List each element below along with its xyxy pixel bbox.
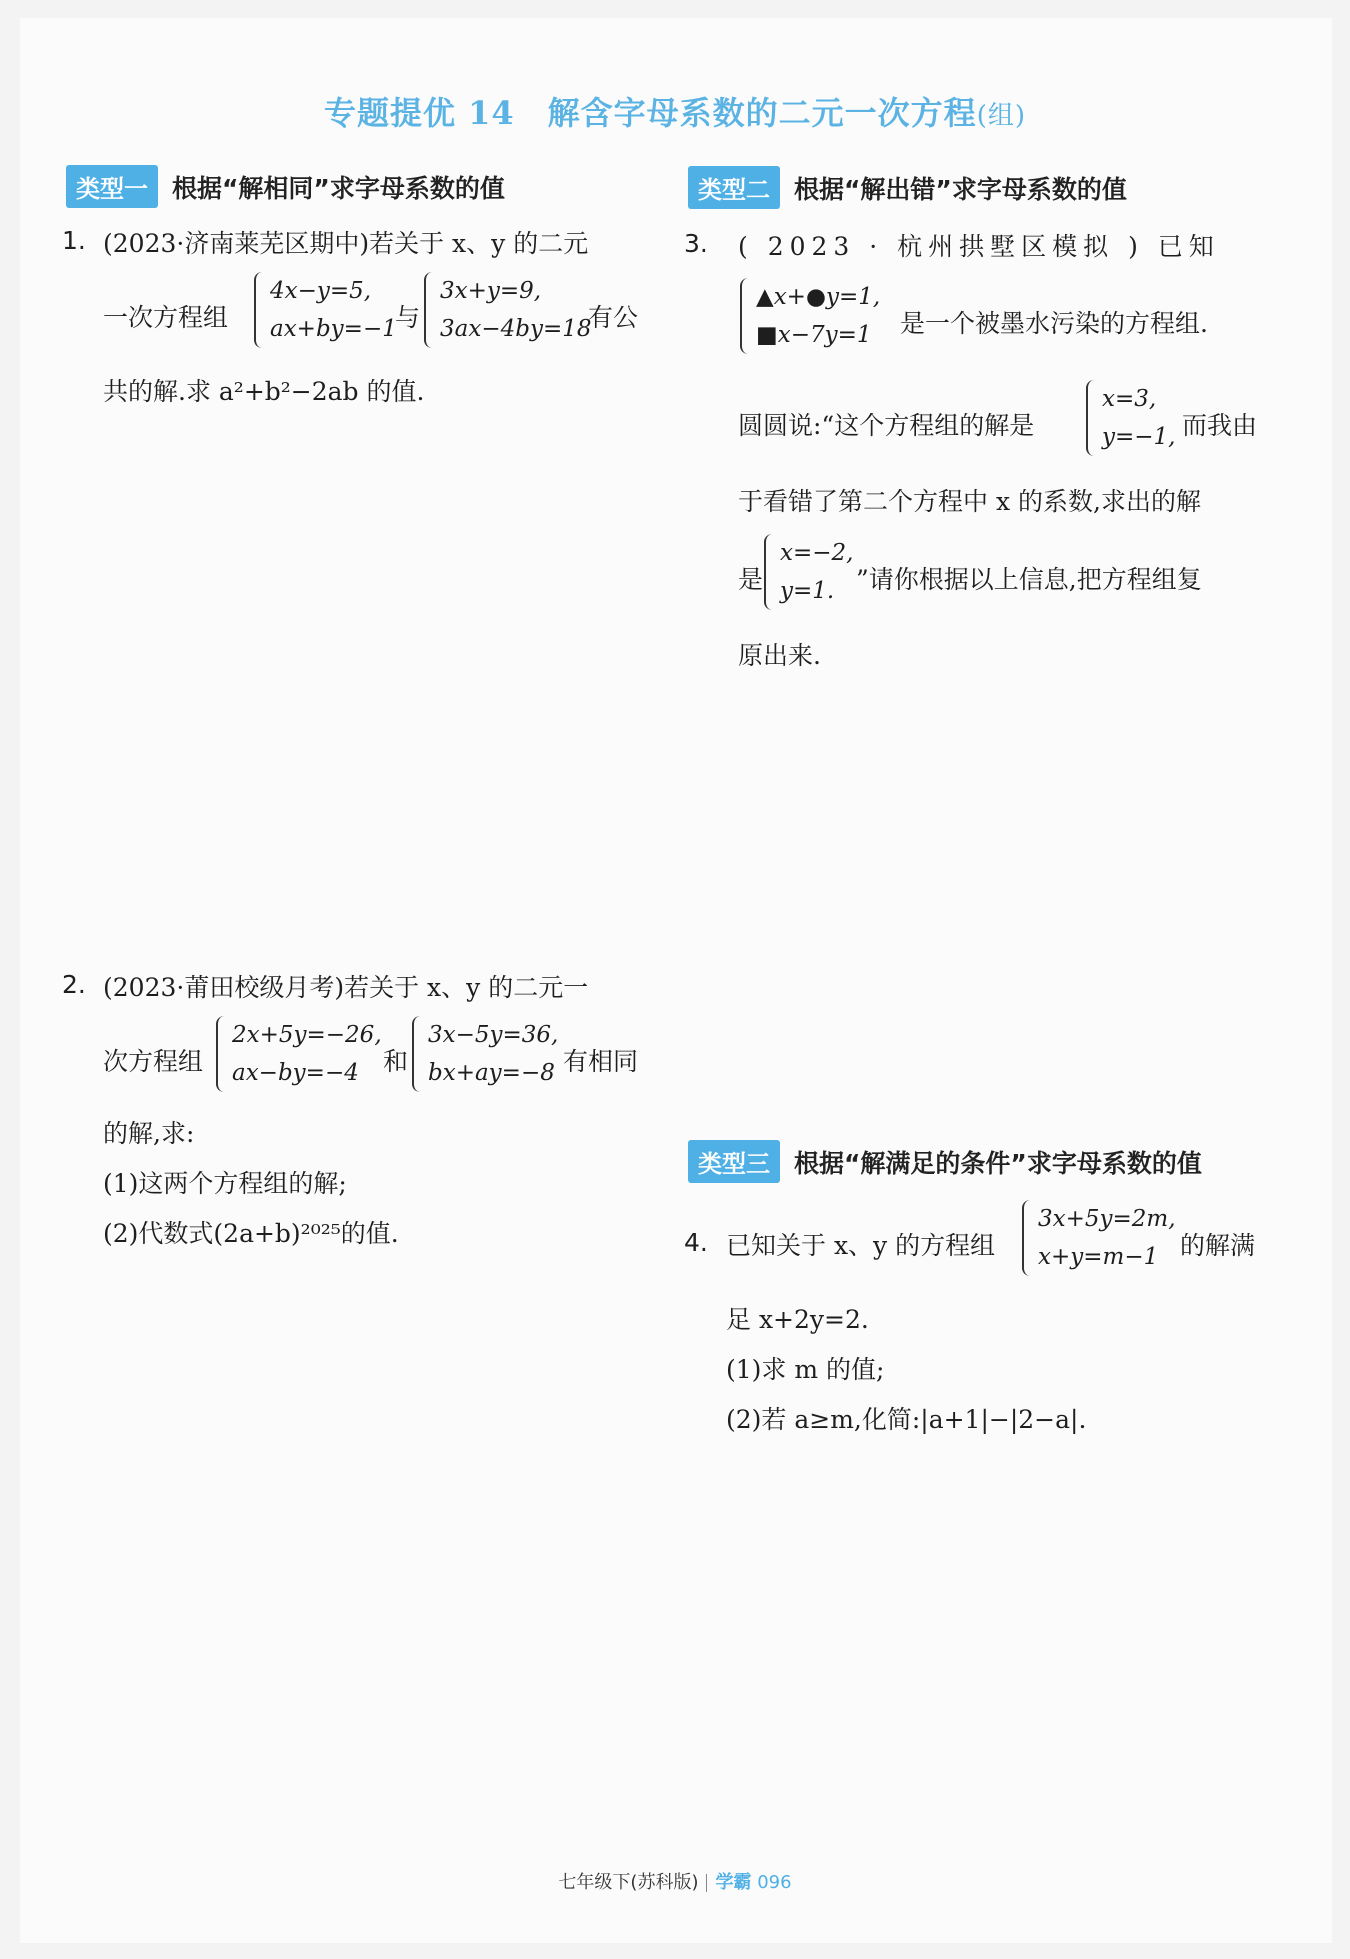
q4-post: 的解满 [1180,1231,1256,1260]
q2-post: 有相同 [563,1047,639,1076]
q2-mid: 和 [383,1047,409,1076]
q3-line1: ( 2023 · 杭州拱墅区模拟 ) 已知 [738,232,1220,261]
q1-system-b [424,272,591,348]
equation: ax+by=−1 [270,316,397,342]
brace-icon [1022,1200,1033,1276]
equation: bx+ay=−8 [428,1060,555,1086]
q2-system-b [412,1016,558,1092]
q2-part2: (2)代数式(2a+b)²⁰²⁵的值. [103,1219,399,1248]
page-title [0,88,1350,134]
equation: 3x+y=9, [440,278,542,304]
section-3-title: 根据“解满足的条件”求字母系数的值 [794,1148,1202,1178]
q3-line5-pre: 是 [738,565,764,594]
q3-line4: 于看错了第二个方程中 x 的系数,求出的解 [738,487,1201,516]
section-1-title: 根据“解相同”求字母系数的值 [172,173,505,203]
q2-number: 2. [62,970,86,999]
equation: ▲x+●y=1, [756,284,881,310]
equation: 3x−5y=36, [428,1022,559,1048]
q3-line3-pre: 圆圆说:“这个方程组的解是 [738,411,1035,440]
footer-brand: 学霸 [715,1872,752,1893]
section-3-header [688,1140,1202,1183]
equation: y=−1, [1102,424,1176,450]
footer-grade: 七年级下(苏科版) [558,1872,699,1893]
equation: ax−by=−4 [232,1060,359,1086]
q4-system [1022,1200,1176,1276]
section-3-badge: 类型三 [688,1140,780,1183]
equation: x+y=m−1 [1038,1244,1159,1270]
equation: 3ax−4by=18 [440,316,592,342]
equation: ■x−7y=1 [756,322,872,348]
brace-icon [740,278,751,354]
section-2-badge: 类型二 [688,166,780,209]
q4-pre: 已知关于 x、y 的方程组 [726,1231,996,1260]
q3-solution-1 [1086,380,1175,456]
q1-mid: 与 [395,303,421,332]
q4-part2: (2)若 a≥m,化简:|a+1|−|2−a|. [726,1405,1087,1434]
equation: 2x+5y=−26, [232,1022,382,1048]
q1-number: 1. [62,226,86,255]
brace-icon [764,534,775,610]
title-sub: (组) [976,101,1026,131]
q1-line3: 共的解.求 a²+b²−2ab 的值. [103,377,425,406]
section-2-title: 根据“解出错”求字母系数的值 [794,174,1127,204]
q1-system-a [254,272,397,348]
q1-pre: 一次方程组 [103,303,229,332]
equation: y=1. [780,578,835,604]
page-number: 096 [757,1872,792,1893]
equation: 4x−y=5, [270,278,372,304]
section-1-badge: 类型一 [66,165,158,208]
q3-line6: 原出来. [738,641,821,670]
q2-line1: (2023·莆田校级月考)若关于 x、y 的二元一 [103,973,589,1002]
q3-line3-post: 而我由 [1182,411,1258,440]
q2-system-a [216,1016,382,1092]
brace-icon [254,272,265,348]
q2-line3: 的解,求: [103,1119,195,1148]
q3-solution-2 [764,534,853,610]
equation: x=−2, [780,540,854,566]
brace-icon [412,1016,423,1092]
section-2-header [688,166,1127,209]
section-1-header [66,165,505,208]
q1-line1: (2023·济南莱芜区期中)若关于 x、y 的二元 [103,229,589,258]
q1-post: 有公 [588,303,639,332]
q4-number: 4. [684,1228,708,1257]
q4-part1: (1)求 m 的值; [726,1355,885,1384]
title-main: 专题提优 14 解含字母系数的二元一次方程 [324,94,977,132]
equation: 3x+5y=2m, [1038,1206,1176,1232]
q2-pre: 次方程组 [103,1047,204,1076]
equation: x=3, [1102,386,1157,412]
q3-system [740,278,880,354]
q4-line2: 足 x+2y=2. [726,1305,869,1334]
q2-part1: (1)这两个方程组的解; [103,1169,347,1198]
q3-number: 3. [684,229,708,258]
page-footer [0,1868,1350,1894]
brace-icon [424,272,435,348]
footer-divider [706,1874,707,1892]
q3-line2-post: 是一个被墨水污染的方程组. [900,309,1208,338]
brace-icon [1086,380,1097,456]
brace-icon [216,1016,227,1092]
q3-line5-post: ”请你根据以上信息,把方程组复 [856,565,1202,594]
